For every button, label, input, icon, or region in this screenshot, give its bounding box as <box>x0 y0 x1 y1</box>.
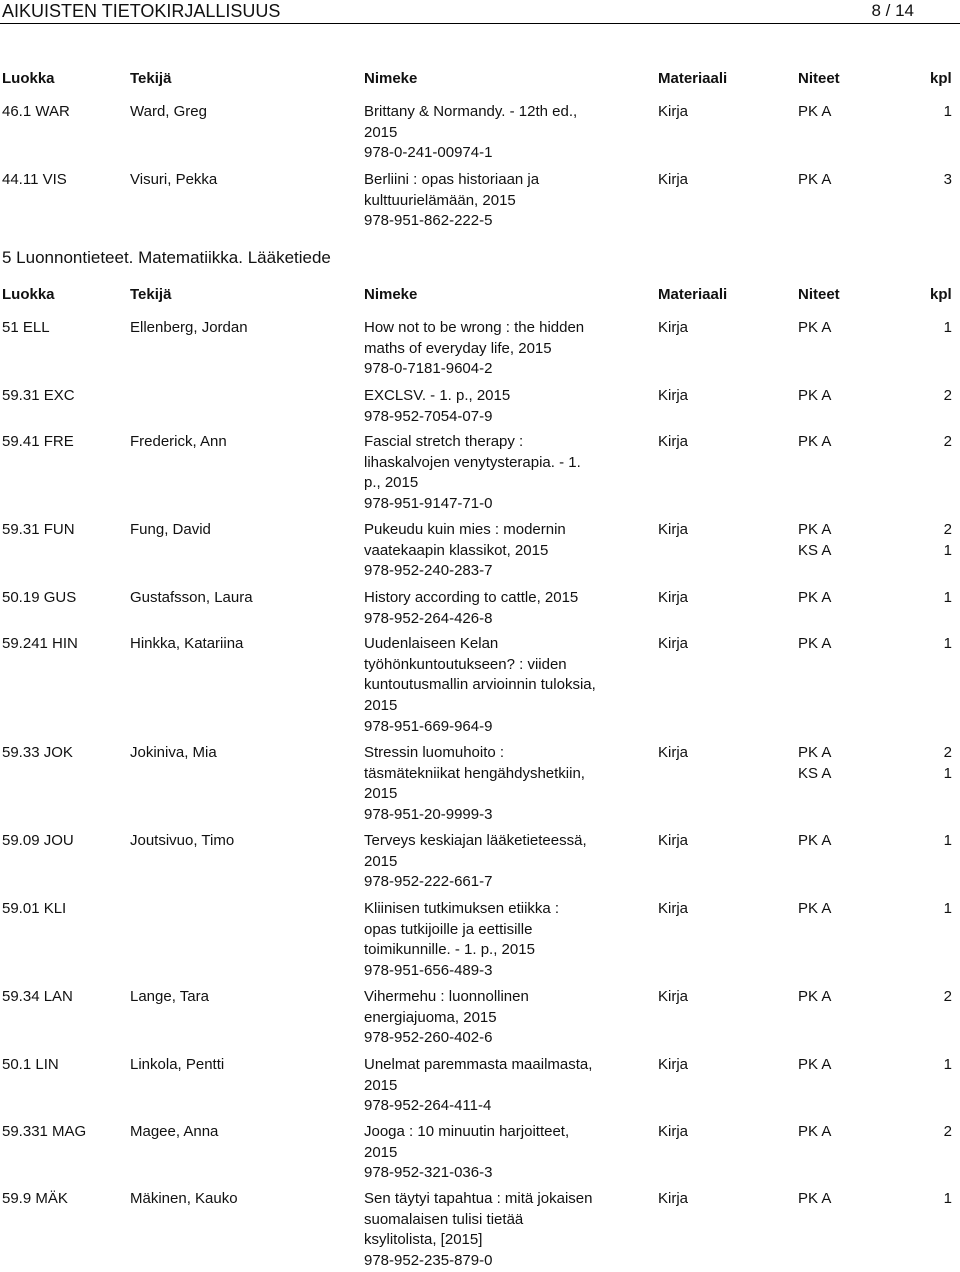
cell-nimeke-line: Kliinisen tutkimuksen etiikka : <box>364 900 560 917</box>
cell-nimeke-line: Jooga : 10 minuutin harjoitteet, <box>364 1123 570 1140</box>
cell-nimeke-line: History according to cattle, 2015 <box>364 589 579 606</box>
cell-luokka: 50.19 GUS <box>2 589 77 606</box>
document-title: AIKUISTEN TIETOKIRJALLISUUS <box>2 1 281 21</box>
cell-tekija: Frederick, Ann <box>130 433 227 450</box>
column-header-tekija: Tekijä <box>130 70 172 87</box>
cell-nimeke <box>364 831 624 893</box>
cell-nimeke <box>364 987 624 1049</box>
cell-niteet-line: PK A <box>798 171 832 188</box>
cell-kpl-line: 1 <box>943 103 952 120</box>
cell-kpl-line: 1 <box>943 764 952 782</box>
cell-nimeke <box>364 1189 624 1272</box>
cell-niteet-line: PK A <box>798 589 832 606</box>
cell-luokka: 44.11 VIS <box>2 171 67 188</box>
cell-nimeke-line: 2015 <box>364 852 398 870</box>
cell-niteet-line: PK A <box>798 1056 832 1073</box>
cell-niteet-line: PK A <box>798 988 832 1005</box>
cell-tekija: Visuri, Pekka <box>130 171 218 188</box>
cell-nimeke-line: energiajuoma, 2015 <box>364 1008 497 1026</box>
cell-kpl-line: 2 <box>943 433 952 450</box>
cell-nimeke-line: 978-951-669-964-9 <box>364 717 493 735</box>
cell-nimeke-line: Unelmat paremmasta maailmasta, <box>364 1056 593 1073</box>
cell-tekija: Ward, Greg <box>130 103 207 120</box>
cell-niteet <box>798 318 831 339</box>
cell-kpl <box>944 831 952 852</box>
cell-niteet-line: PK A <box>798 521 832 538</box>
cell-materiaali: Kirja <box>658 1123 689 1140</box>
cell-niteet <box>798 386 831 407</box>
cell-kpl <box>944 386 952 407</box>
column-header-kpl: kpl <box>930 286 952 303</box>
cell-nimeke <box>364 170 624 232</box>
cell-luokka: 59.34 LAN <box>2 988 73 1005</box>
cell-kpl <box>944 743 952 784</box>
cell-nimeke-line: Fascial stretch therapy : <box>364 433 524 450</box>
cell-materiaali: Kirja <box>658 1056 689 1073</box>
cell-kpl-line: 1 <box>943 635 952 652</box>
cell-nimeke <box>364 634 624 738</box>
cell-nimeke-line: kuntoutusmallin arvioinnin tuloksia, <box>364 676 596 694</box>
cell-nimeke-line: suomalaisen tulisi tietää <box>364 1210 524 1228</box>
cell-niteet <box>798 1122 831 1143</box>
cell-luokka: 59.41 FRE <box>2 433 74 450</box>
cell-nimeke <box>364 1122 624 1184</box>
cell-materiaali: Kirja <box>658 1190 689 1207</box>
page-header <box>0 0 960 24</box>
cell-materiaali: Kirja <box>658 744 689 761</box>
column-header-tekija: Tekijä <box>130 286 172 303</box>
cell-tekija: Hinkka, Katariina <box>130 635 244 652</box>
cell-nimeke-line: 2015 <box>364 1076 398 1094</box>
cell-kpl <box>944 588 952 609</box>
cell-nimeke <box>364 743 624 826</box>
cell-niteet-line: PK A <box>798 319 832 336</box>
cell-materiaali: Kirja <box>658 589 689 606</box>
cell-materiaali: Kirja <box>658 521 689 538</box>
cell-nimeke-line: vaatekaapin klassikot, 2015 <box>364 541 549 559</box>
cell-nimeke-line: Pukeudu kuin mies : modernin <box>364 521 566 538</box>
cell-kpl <box>944 1055 952 1076</box>
cell-luokka: 51 ELL <box>2 319 50 336</box>
cell-nimeke <box>364 386 624 427</box>
cell-nimeke-line: 2015 <box>364 697 398 715</box>
cell-tekija: Fung, David <box>130 521 211 538</box>
cell-niteet <box>798 987 831 1008</box>
cell-niteet-line: KS A <box>798 541 832 559</box>
cell-nimeke-line: EXCLSV. - 1. p., 2015 <box>364 387 511 404</box>
cell-kpl <box>944 170 952 191</box>
section-heading: 5 Luonnontieteet. Matematiikka. Lääketiede <box>2 248 331 267</box>
column-header-luokka: Luokka <box>2 286 55 303</box>
cell-kpl-line: 2 <box>943 387 952 404</box>
cell-nimeke-line: toimikunnille. - 1. p., 2015 <box>364 941 535 959</box>
cell-luokka: 59.241 HIN <box>2 635 78 652</box>
cell-luokka: 50.1 LIN <box>2 1056 59 1073</box>
cell-nimeke-line: 978-952-235-879-0 <box>364 1252 493 1270</box>
cell-niteet-line: PK A <box>798 387 832 404</box>
column-header-row <box>0 286 960 306</box>
cell-materiaali: Kirja <box>658 832 689 849</box>
column-header-materiaali: Materiaali <box>658 286 728 303</box>
cell-nimeke-line: Vihermehu : luonnollinen <box>364 988 529 1005</box>
cell-tekija: Joutsivuo, Timo <box>130 832 235 849</box>
cell-nimeke-line: täsmätekniikat hengähdyshetkiin, <box>364 764 585 782</box>
cell-nimeke <box>364 899 624 982</box>
cell-luokka: 59.331 MAG <box>2 1123 87 1140</box>
cell-nimeke-line: 978-0-241-00974-1 <box>364 144 493 162</box>
cell-nimeke-line: opas tutkijoille ja eettisille <box>364 920 533 938</box>
cell-luokka: 59.9 MÄK <box>2 1190 68 1207</box>
cell-tekija: Gustafsson, Laura <box>130 589 253 606</box>
cell-kpl-line: 2 <box>943 521 952 538</box>
cell-niteet <box>798 588 831 609</box>
cell-kpl <box>944 432 952 453</box>
column-header-nimeke: Nimeke <box>364 286 418 303</box>
cell-niteet <box>798 1055 831 1076</box>
cell-tekija: Linkola, Pentti <box>130 1056 225 1073</box>
cell-kpl-line: 1 <box>943 832 952 849</box>
cell-nimeke-line: 978-951-656-489-3 <box>364 962 493 980</box>
column-header-kpl: kpl <box>930 70 952 87</box>
cell-nimeke-line: 2015 <box>364 1143 398 1161</box>
cell-materiaali: Kirja <box>658 635 689 652</box>
cell-nimeke-line: p., 2015 <box>364 474 419 492</box>
cell-nimeke-line: Berliini : opas historiaan ja <box>364 171 540 188</box>
cell-nimeke-line: 978-952-7054-07-9 <box>364 407 493 425</box>
cell-materiaali: Kirja <box>658 171 689 188</box>
cell-nimeke-line: Terveys keskiajan lääketieteessä, <box>364 832 587 849</box>
cell-kpl <box>944 520 952 561</box>
cell-nimeke-line: 978-952-260-402-6 <box>364 1029 493 1047</box>
cell-niteet <box>798 634 831 655</box>
cell-nimeke-line: 978-952-321-036-3 <box>364 1164 493 1182</box>
cell-luokka: 59.31 EXC <box>2 387 75 404</box>
cell-kpl <box>944 899 952 920</box>
cell-tekija: Jokiniva, Mia <box>130 744 217 761</box>
cell-nimeke <box>364 1055 624 1117</box>
cell-nimeke-line: kulttuurielämään, 2015 <box>364 191 516 209</box>
cell-niteet-line: PK A <box>798 635 832 652</box>
cell-luokka: 46.1 WAR <box>2 103 70 120</box>
cell-nimeke-line: 978-952-264-411-4 <box>364 1097 492 1115</box>
cell-kpl <box>944 102 952 123</box>
cell-kpl-line: 2 <box>943 1123 952 1140</box>
cell-nimeke-line: maths of everyday life, 2015 <box>364 339 552 357</box>
cell-nimeke-line: 978-952-222-661-7 <box>364 873 493 891</box>
cell-niteet <box>798 743 831 784</box>
cell-niteet-line: PK A <box>798 103 832 120</box>
cell-kpl-line: 1 <box>943 1190 952 1207</box>
cell-niteet-line: KS A <box>798 764 832 782</box>
cell-nimeke-line: Uudenlaiseen Kelan <box>364 635 499 652</box>
cell-kpl <box>944 318 952 339</box>
cell-kpl <box>944 634 952 655</box>
cell-kpl-line: 2 <box>943 744 952 761</box>
cell-materiaali: Kirja <box>658 387 689 404</box>
cell-luokka: 59.31 FUN <box>2 521 75 538</box>
column-header-niteet: Niteet <box>798 70 840 87</box>
column-header-materiaali: Materiaali <box>658 70 728 87</box>
cell-kpl-line: 1 <box>943 900 952 917</box>
cell-nimeke-line: Stressin luomuhoito : <box>364 744 505 761</box>
cell-nimeke-line: Sen täytyi tapahtua : mitä jokaisen <box>364 1190 593 1207</box>
cell-tekija: Magee, Anna <box>130 1123 219 1140</box>
cell-materiaali: Kirja <box>658 433 689 450</box>
cell-nimeke-line: 978-951-20-9999-3 <box>364 806 493 824</box>
page-number: 8 / 14 <box>871 1 914 20</box>
column-header-luokka: Luokka <box>2 70 55 87</box>
cell-tekija: Mäkinen, Kauko <box>130 1190 238 1207</box>
cell-nimeke-line: 2015 <box>364 785 398 803</box>
cell-materiaali: Kirja <box>658 900 689 917</box>
cell-niteet <box>798 432 831 453</box>
cell-materiaali: Kirja <box>658 988 689 1005</box>
column-header-nimeke: Nimeke <box>364 70 418 87</box>
cell-nimeke-line: 978-951-9147-71-0 <box>364 495 493 513</box>
cell-nimeke <box>364 588 624 629</box>
cell-kpl-line: 1 <box>943 541 952 559</box>
cell-kpl-line: 3 <box>943 171 952 188</box>
cell-luokka: 59.33 JOK <box>2 744 73 761</box>
cell-nimeke-line: 978-952-240-283-7 <box>364 562 493 580</box>
cell-nimeke-line: Brittany & Normandy. - 12th ed., <box>364 103 578 120</box>
cell-nimeke-line: lihaskalvojen venytysterapia. - 1. <box>364 453 581 471</box>
cell-niteet <box>798 102 831 123</box>
cell-niteet <box>798 520 831 561</box>
cell-niteet <box>798 1189 831 1210</box>
column-header-row <box>0 70 960 90</box>
cell-niteet-line: PK A <box>798 433 832 450</box>
section-1 <box>0 70 960 90</box>
cell-kpl <box>944 987 952 1008</box>
cell-nimeke <box>364 520 624 582</box>
cell-niteet <box>798 899 831 920</box>
cell-luokka: 59.01 KLI <box>2 900 67 917</box>
cell-kpl <box>944 1189 952 1210</box>
cell-luokka: 59.09 JOU <box>2 832 74 849</box>
cell-niteet-line: PK A <box>798 1123 832 1140</box>
cell-niteet-line: PK A <box>798 744 832 761</box>
cell-nimeke-line: ksylitolista, [2015] <box>364 1231 483 1249</box>
cell-kpl-line: 1 <box>943 319 952 336</box>
cell-nimeke-line: 978-0-7181-9604-2 <box>364 360 493 378</box>
cell-kpl-line: 1 <box>943 1056 952 1073</box>
cell-niteet-line: PK A <box>798 832 832 849</box>
cell-nimeke-line: 2015 <box>364 123 398 141</box>
cell-nimeke <box>364 318 624 380</box>
section-2 <box>0 286 960 306</box>
cell-tekija: Ellenberg, Jordan <box>130 319 248 336</box>
cell-nimeke-line: 978-952-264-426-8 <box>364 609 493 627</box>
cell-nimeke-line: How not to be wrong : the hidden <box>364 319 585 336</box>
cell-tekija: Lange, Tara <box>130 988 209 1005</box>
column-header-niteet: Niteet <box>798 286 840 303</box>
cell-niteet <box>798 170 831 191</box>
cell-niteet-line: PK A <box>798 900 832 917</box>
cell-niteet-line: PK A <box>798 1190 832 1207</box>
cell-nimeke-line: työhönkuntoutukseen? : viiden <box>364 655 567 673</box>
cell-kpl <box>944 1122 952 1143</box>
cell-nimeke <box>364 102 624 164</box>
cell-niteet <box>798 831 831 852</box>
cell-nimeke-line: 978-951-862-222-5 <box>364 212 493 230</box>
cell-materiaali: Kirja <box>658 319 689 336</box>
cell-kpl-line: 1 <box>943 589 952 606</box>
cell-kpl-line: 2 <box>943 988 952 1005</box>
cell-materiaali: Kirja <box>658 103 689 120</box>
cell-nimeke <box>364 432 624 515</box>
